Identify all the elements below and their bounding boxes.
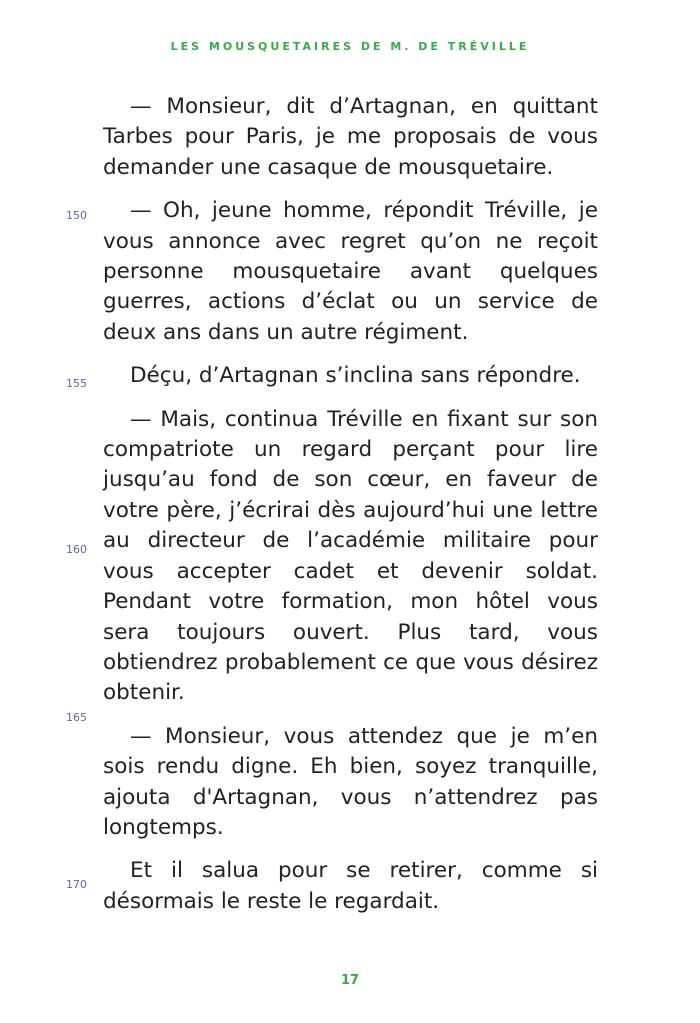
body-text — [103, 92, 598, 930]
line-number-150: 150 — [66, 209, 87, 222]
line-number-165: 165 — [66, 711, 87, 724]
paragraph: — Monsieur, vous attendez que je m’en sois rendu digne. Eh bien, soyez tranquille, ajouta d'Artagnan, vous n’attendrez pas longtemps. — [103, 723, 598, 840]
running-head: LES MOUSQUETAIRES DE M. DE TRÉVILLE — [170, 40, 530, 53]
line-number-160: 160 — [66, 543, 87, 556]
paragraph: Déçu, d’Artagnan s’inclina sans répondre. — [130, 363, 581, 389]
line-number-155: 155 — [66, 377, 87, 390]
page-number: 17 — [340, 973, 360, 988]
paragraph: — Mais, continua Tréville en fixant sur son compatriote un regard perçant pour lire jusqu’au fond de son cœur, en faveur de votre père, j’écrirai dès aujourd’hui une lettre au directeur de l’académie militaire pour vous accepter cadet et devenir soldat. Pendant votre formation, mon hôtel vous sera toujours ouvert. Plus tard, vous obtiendrez probablement ce que vous désirez obtenir. — [103, 406, 598, 706]
paragraph: — Monsieur, dit d’Artagnan, en quittant Tarbes pour Paris, je me proposais de vous demander une casaque de mousquetaire. — [103, 94, 598, 180]
line-number-170: 170 — [66, 878, 87, 891]
paragraph: Et il salua pour se retirer, comme si désormais le reste le regardait. — [103, 858, 598, 914]
paragraph: — Oh, jeune homme, répondit Tréville, je vous annonce avec regret qu’on ne reçoit personne mousquetaire avant quelques guerres, actions d’éclat ou un service de deux ans dans un autre régiment. — [103, 198, 598, 345]
